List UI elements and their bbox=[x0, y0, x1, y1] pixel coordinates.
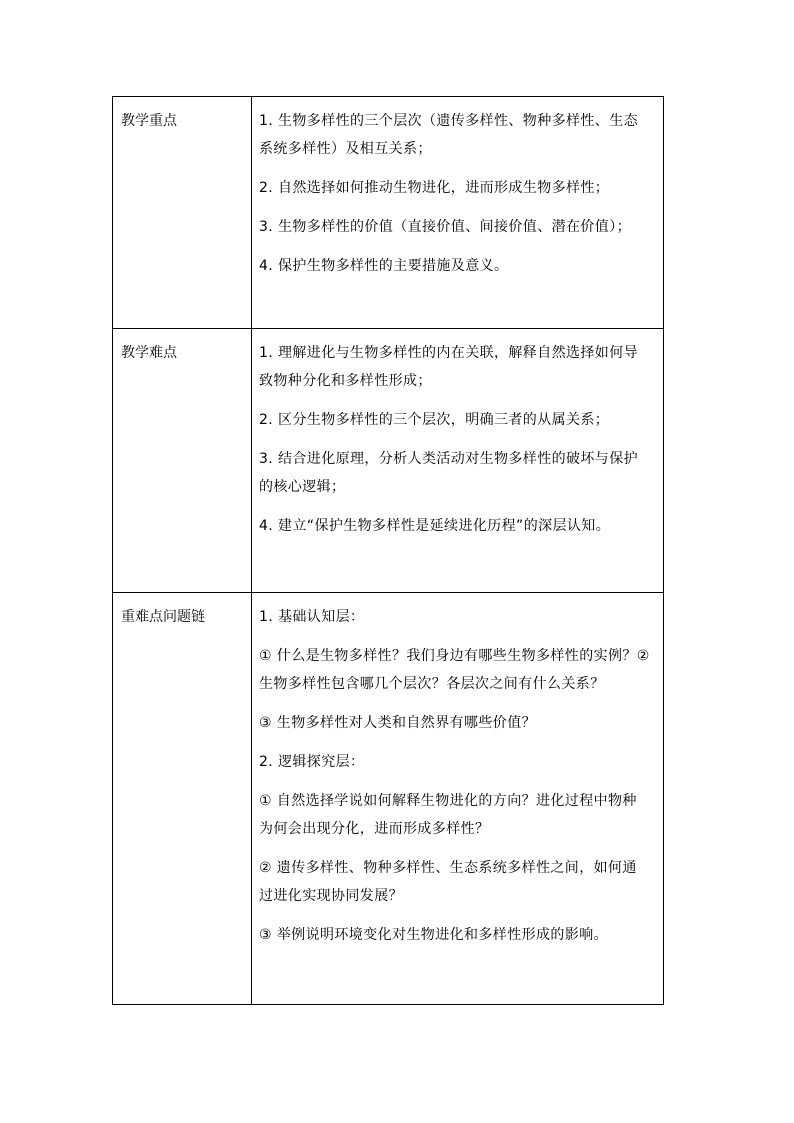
table-row-teaching-focus bbox=[113, 97, 664, 329]
list-item: ① 什么是生物多样性？我们身边有哪些生物多样性的实例？② 生物多样性包含哪几个层次？各层次之间有什么关系？ bbox=[259, 648, 650, 692]
list-item: 1. 基础认知层： bbox=[259, 609, 365, 625]
list-item: ③ 举例说明环境变化对生物进化和多样性形成的影响。 bbox=[259, 927, 608, 943]
row-label-teaching-focus: 教学重点 bbox=[113, 97, 252, 329]
list-item: ③ 生物多样性对人类和自然界有哪些价值？ bbox=[259, 715, 536, 731]
list-item: 4. 建立“保护生物多样性是延续进化历程”的深层认知。 bbox=[259, 518, 611, 534]
list-item: 2. 逻辑探究层： bbox=[259, 754, 365, 770]
list-item: 1. 理解进化与生物多样性的内在关联，解释自然选择如何导致物种分化和多样性形成； bbox=[259, 345, 639, 389]
table-row-question-chain bbox=[113, 593, 664, 1005]
list-item: ① 自然选择学说如何解释生物进化的方向？进化过程中物种为何会出现分化，进而形成多样性？ bbox=[259, 793, 637, 837]
list-item: 2. 自然选择如何推动生物进化，进而形成生物多样性； bbox=[259, 180, 610, 196]
row-content-teaching-focus bbox=[252, 97, 664, 329]
list-item: 4. 保护生物多样性的主要措施及意义。 bbox=[259, 258, 509, 274]
table-row-teaching-difficulty bbox=[113, 329, 664, 593]
list-item: ② 遗传多样性、物种多样性、生态系统多样性之间，如何通过进化实现协同发展？ bbox=[259, 860, 637, 904]
row-content-teaching-difficulty bbox=[252, 329, 664, 593]
list-item: 3. 生物多样性的价值（直接价值、间接价值、潜在价值）； bbox=[259, 219, 632, 235]
row-content-question-chain bbox=[252, 593, 664, 1005]
list-item: 3. 结合进化原理，分析人类活动对生物多样性的破坏与保护的核心逻辑； bbox=[259, 451, 639, 495]
list-item: 2. 区分生物多样性的三个层次，明确三者的从属关系； bbox=[259, 412, 610, 428]
lesson-plan-table bbox=[112, 96, 664, 1005]
row-label-question-chain: 重难点问题链 bbox=[113, 593, 252, 1005]
list-item: 1. 生物多样性的三个层次（遗传多样性、物种多样性、生态系统多样性）及相互关系； bbox=[259, 113, 639, 157]
row-label-teaching-difficulty: 教学难点 bbox=[113, 329, 252, 593]
